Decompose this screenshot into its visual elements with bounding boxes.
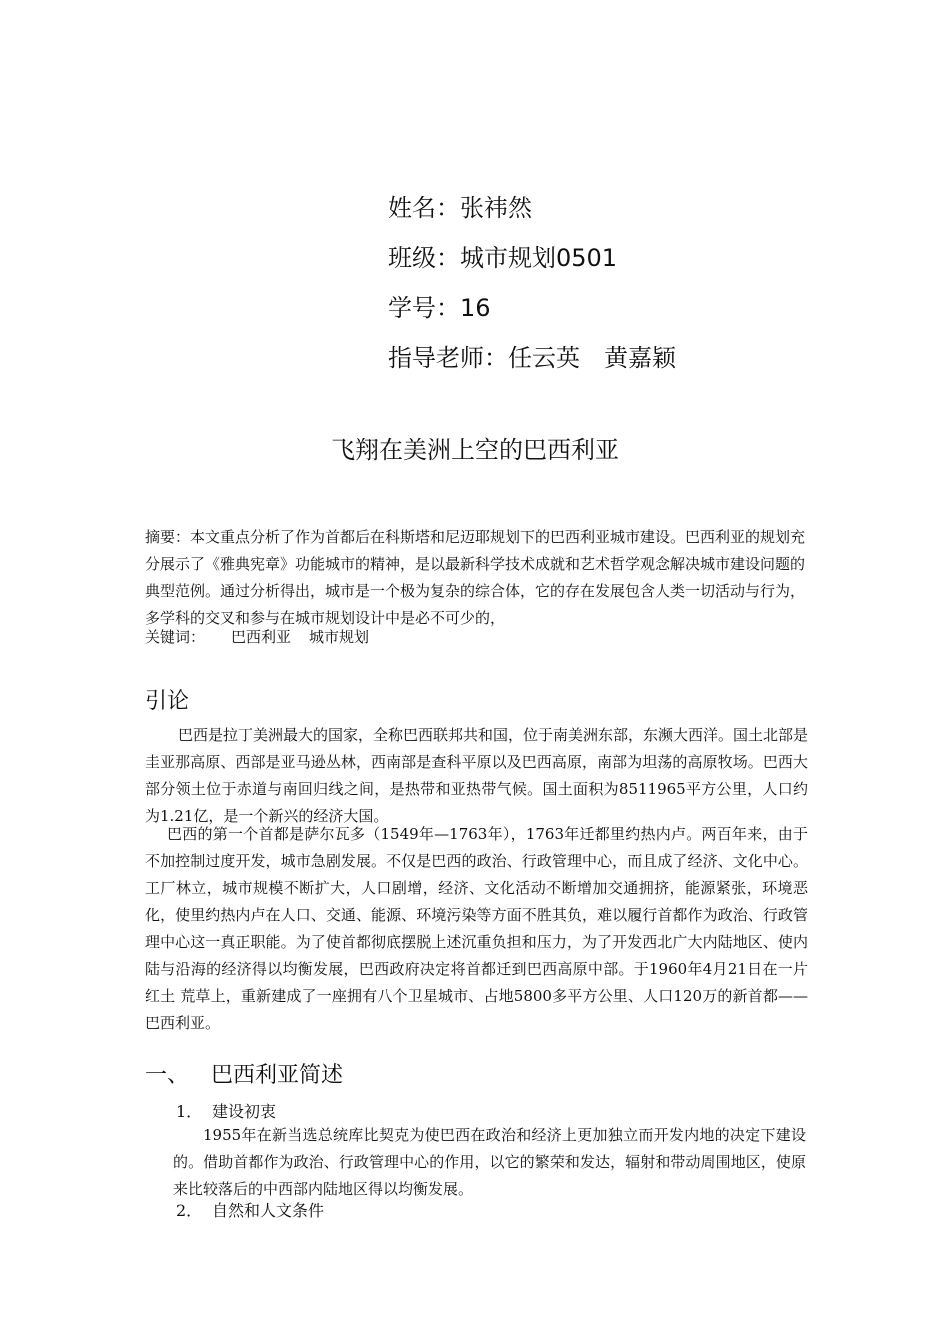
subsection-2-number: 2． (176, 1201, 203, 1220)
intro-paragraph-1: 巴西是拉丁美洲最大的国家，全称巴西联邦共和国，位于南美洲东部，东濒大西洋。国土北部是圭亚那高原、西部是亚马逊丛林，西南部是查科平原以及巴西高原，南部为坦荡的高原牧场。巴西大部分领土位于赤道与南回归线之间，是热带和亚热带气候。国土面积为8511965平方公里，人口约为1.21亿，是一个新兴的经济大国。 (145, 726, 809, 825)
keyword-item: 巴西利亚 (231, 628, 292, 646)
keywords-label: 关键词： (145, 628, 206, 646)
document-title: 飞翔在美洲上空的巴西利亚 (331, 436, 619, 464)
author-class: 班级：城市规划0501 (388, 244, 618, 272)
subsection-1-heading (176, 1099, 276, 1122)
intro-paragraph-2: 巴西的第一个首都是萨尔瓦多（1549年—1763年），1763年迁都里约热内卢。两百年来，由于不加控制过度开发，城市急剧发展。不仅是巴西的政治、行政管理中心，而且成了经济、文化中心。工厂林立，城市规模不断扩大，人口剧增，经济、文化活动不断增加交通拥挤，能源紧张，环境恶化，使里约热内卢在人口、交通、能源、环境污染等方面不胜其负，难以履行首都作为政治、行政管理中心这一真正职能。为了使首都彻底摆脱上述沉重负担和压力，为了开发西北广大内陆地区、使内陆与沿海的经济得以均衡发展，巴西政府决定将首都迁到巴西高原中部。于1960年4月21日在一片红土 荒草上，重新建成了一座拥有八个卫星城市、占地5800多平方公里、人口120万的新首都——巴西利亚。 (145, 825, 808, 1032)
keywords-block (145, 624, 369, 651)
author-name: 姓名：张祎然 (388, 194, 532, 222)
subsection-1-title: 建设初衷 (212, 1102, 277, 1121)
author-info-block (388, 183, 676, 383)
abstract-label: 摘要： (145, 528, 191, 546)
author-student-id: 学号：16 (388, 294, 491, 322)
subsection-2-heading (176, 1198, 324, 1221)
author-advisors: 指导老师：任云英 黄嘉颖 (388, 344, 676, 372)
section-1-heading (145, 1058, 343, 1089)
abstract-text: 本文重点分析了作为首都后在科斯塔和尼迈耶规划下的巴西利亚城市建设。巴西利亚的规划充分展示了《雅典宪章》功能城市的精神，是以最新科学技术成就和艺术哲学观念解决城市建设问题的典型范例。通过分析得出，城市是一个极为复杂的综合体，它的存在发展包含人类一切活动与行为，多学科的交叉和参与在城市规划设计中是必不可少的， (145, 528, 806, 627)
abstract-block (145, 524, 810, 632)
section-1-title: 巴西利亚简述 (211, 1063, 344, 1088)
subsection-2-title: 自然和人文条件 (212, 1201, 325, 1220)
keyword-item: 城市规划 (309, 628, 370, 646)
section-1-number: 一、 (145, 1063, 190, 1088)
intro-heading: 引论 (145, 689, 190, 714)
subsection-1-number: 1． (176, 1102, 203, 1121)
subsection-1-paragraph: 1955年在新当选总统库比契克为使巴西在政治和经济上更加独立而开发内地的决定下建设的。借助首都作为政治、行政管理中心的作用，以它的繁荣和发达，辐射和带动周围地区，使原来比较落后的中西部内陆地区得以均衡发展。 (173, 1126, 806, 1198)
